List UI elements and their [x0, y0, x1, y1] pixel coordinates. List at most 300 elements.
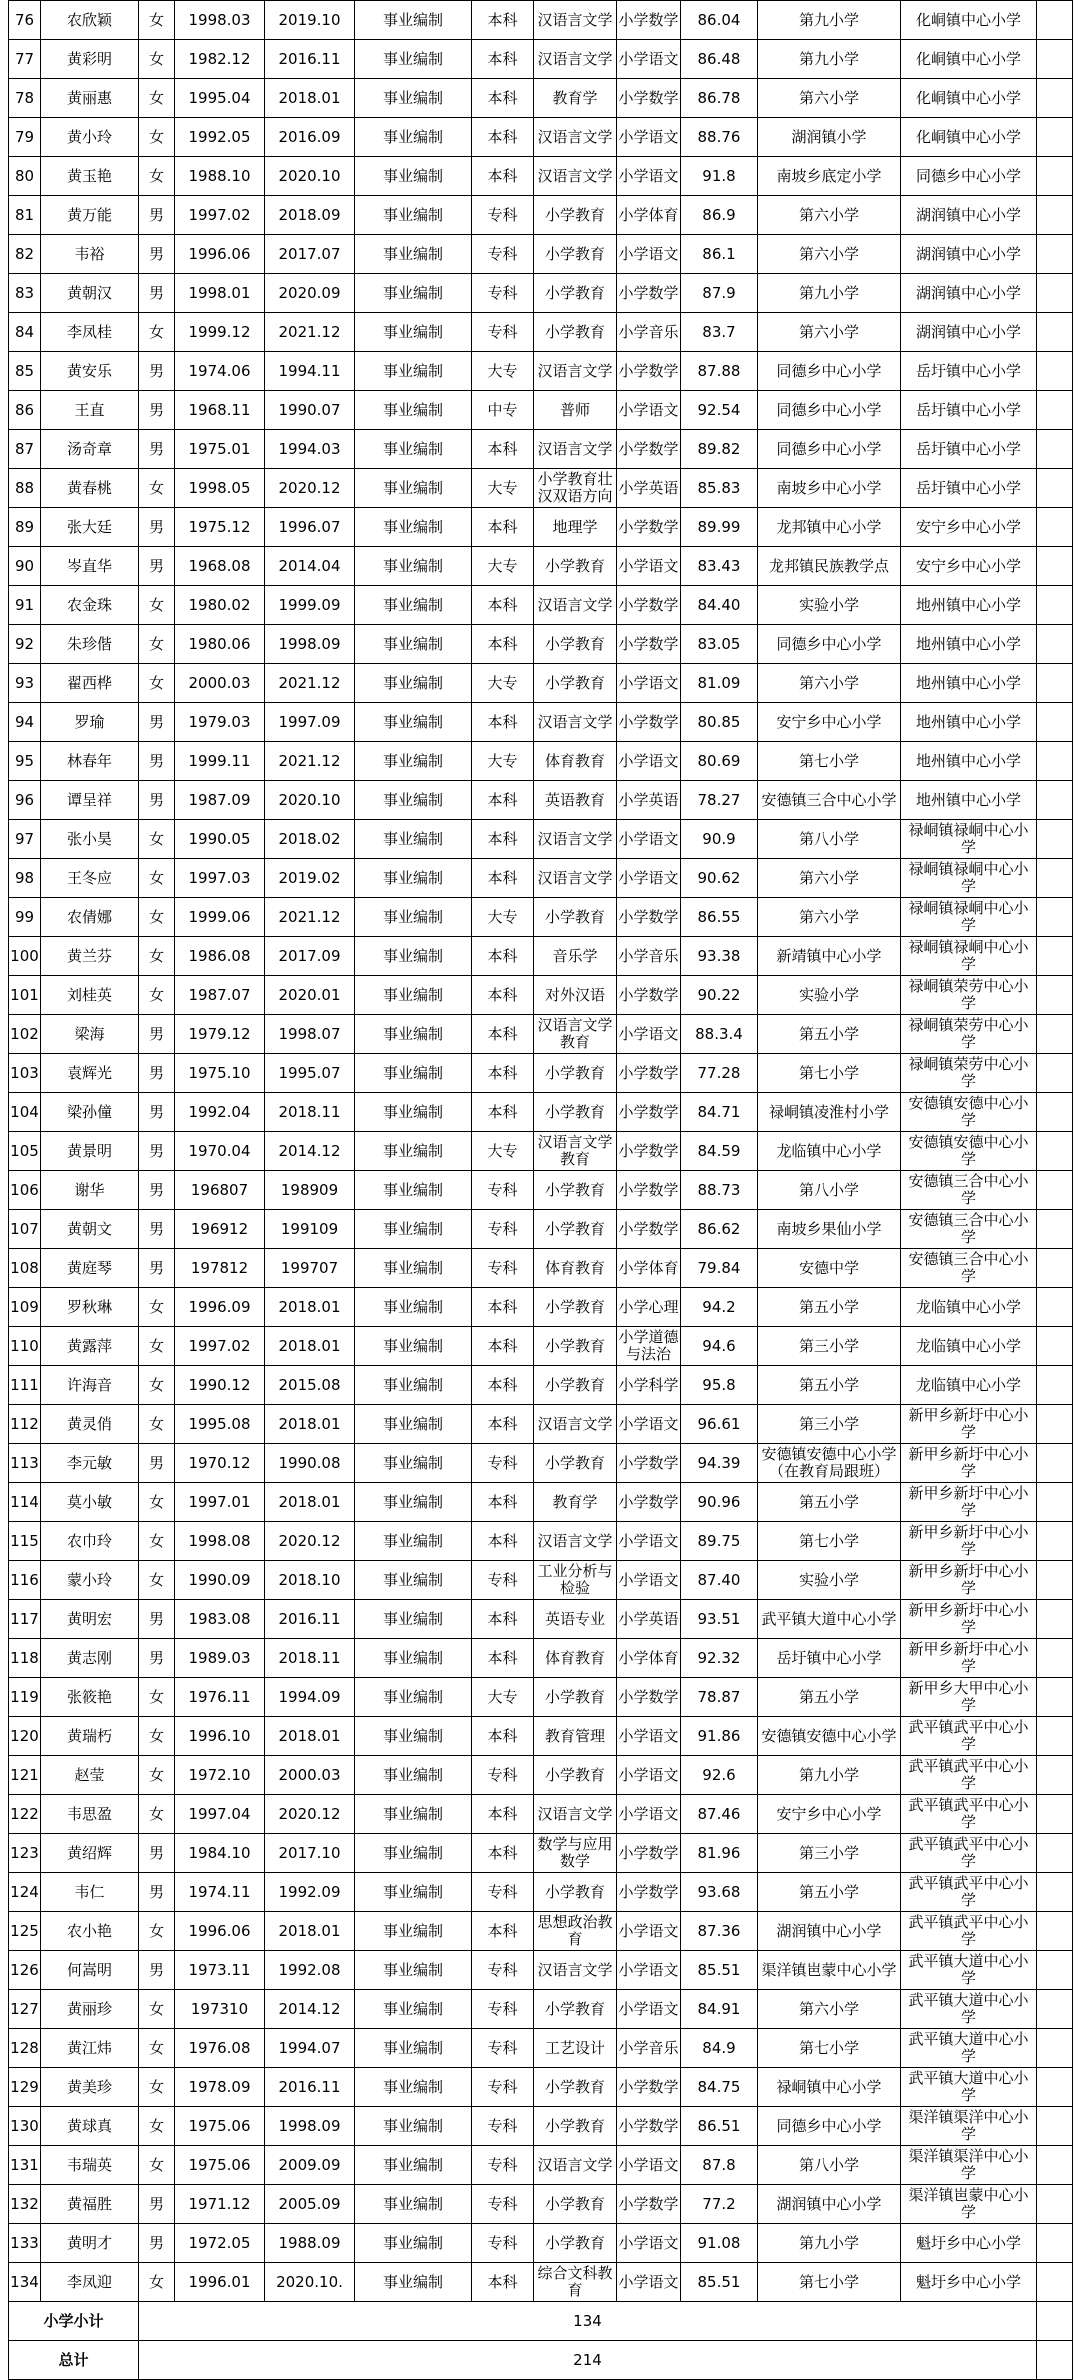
gender-cell: 女 — [139, 1405, 175, 1444]
gender-cell: 男 — [139, 352, 175, 391]
birth-date-cell: 1997.04 — [175, 1795, 265, 1834]
score-cell: 84.40 — [681, 586, 758, 625]
assigned-school-cell: 安德镇安德中心小学 — [901, 1093, 1037, 1132]
birth-date-cell: 1995.08 — [175, 1405, 265, 1444]
original-school-cell: 岳圩镇中心小学 — [758, 1639, 901, 1678]
birth-date-cell: 1982.12 — [175, 40, 265, 79]
row-number-cell: 102 — [9, 1015, 41, 1054]
gender-cell: 女 — [139, 469, 175, 508]
score-cell: 90.22 — [681, 976, 758, 1015]
row-number-cell: 92 — [9, 625, 41, 664]
birth-date-cell: 1998.05 — [175, 469, 265, 508]
blank-cell — [1037, 508, 1073, 547]
score-cell: 87.46 — [681, 1795, 758, 1834]
original-school-cell: 第三小学 — [758, 1405, 901, 1444]
teaching-subject-cell: 小学语文 — [617, 118, 681, 157]
gender-cell: 女 — [139, 1288, 175, 1327]
staff-table — [8, 0, 1073, 2380]
row-number-cell: 107 — [9, 1210, 41, 1249]
birth-date-cell: 1999.11 — [175, 742, 265, 781]
name-cell: 梁海 — [41, 1015, 139, 1054]
blank-cell — [1037, 1249, 1073, 1288]
table-row — [9, 1717, 1073, 1756]
table-row — [9, 1, 1073, 40]
gender-cell: 男 — [139, 235, 175, 274]
work-start-date-cell: 1994.09 — [265, 1678, 355, 1717]
original-school-cell: 第三小学 — [758, 1834, 901, 1873]
blank-cell — [1037, 1405, 1073, 1444]
score-cell: 89.75 — [681, 1522, 758, 1561]
score-cell: 92.54 — [681, 391, 758, 430]
birth-date-cell: 1998.08 — [175, 1522, 265, 1561]
staffing-type-cell: 事业编制 — [355, 2068, 472, 2107]
birth-date-cell: 1999.12 — [175, 313, 265, 352]
assigned-school-cell: 岳圩镇中心小学 — [901, 430, 1037, 469]
assigned-school-cell: 渠洋镇岜蒙中心小学 — [901, 2185, 1037, 2224]
birth-date-cell: 1970.12 — [175, 1444, 265, 1483]
blank-cell — [1037, 2068, 1073, 2107]
name-cell: 朱珍偕 — [41, 625, 139, 664]
name-cell: 黄彩明 — [41, 40, 139, 79]
teaching-subject-cell: 小学数学 — [617, 2107, 681, 2146]
teaching-subject-cell: 小学音乐 — [617, 2029, 681, 2068]
assigned-school-cell: 魁圩乡中心小学 — [901, 2224, 1037, 2263]
education-level-cell: 专科 — [472, 2107, 534, 2146]
work-start-date-cell: 2017.10 — [265, 1834, 355, 1873]
assigned-school-cell: 武平镇大道中心小学 — [901, 1990, 1037, 2029]
staffing-type-cell: 事业编制 — [355, 2029, 472, 2068]
table-row — [9, 1756, 1073, 1795]
teaching-subject-cell: 小学语文 — [617, 1795, 681, 1834]
teaching-subject-cell: 小学数学 — [617, 1834, 681, 1873]
original-school-cell: 第六小学 — [758, 1990, 901, 2029]
name-cell: 罗瑜 — [41, 703, 139, 742]
assigned-school-cell: 新甲乡新圩中心小学 — [901, 1600, 1037, 1639]
blank-cell — [1037, 976, 1073, 1015]
blank-cell — [1037, 820, 1073, 859]
assigned-school-cell: 安德镇三合中心小学 — [901, 1249, 1037, 1288]
education-level-cell: 专科 — [472, 2068, 534, 2107]
row-number-cell: 90 — [9, 547, 41, 586]
staffing-type-cell: 事业编制 — [355, 1093, 472, 1132]
birth-date-cell: 1983.08 — [175, 1600, 265, 1639]
birth-date-cell: 1980.02 — [175, 586, 265, 625]
gender-cell: 女 — [139, 2107, 175, 2146]
blank-cell — [1037, 1600, 1073, 1639]
blank-cell — [1037, 1678, 1073, 1717]
original-school-cell: 龙临镇中心小学 — [758, 1132, 901, 1171]
work-start-date-cell: 2014.12 — [265, 1990, 355, 2029]
work-start-date-cell: 2018.02 — [265, 820, 355, 859]
assigned-school-cell: 安德镇三合中心小学 — [901, 1210, 1037, 1249]
birth-date-cell: 1997.02 — [175, 196, 265, 235]
work-start-date-cell: 2018.01 — [265, 1717, 355, 1756]
name-cell: 黄庭琴 — [41, 1249, 139, 1288]
assigned-school-cell: 龙临镇中心小学 — [901, 1327, 1037, 1366]
staffing-type-cell: 事业编制 — [355, 1327, 472, 1366]
staffing-type-cell: 事业编制 — [355, 820, 472, 859]
name-cell: 韦思盈 — [41, 1795, 139, 1834]
major-cell: 工业分析与检验 — [534, 1561, 617, 1600]
name-cell: 赵莹 — [41, 1756, 139, 1795]
blank-cell — [1037, 664, 1073, 703]
row-number-cell: 118 — [9, 1639, 41, 1678]
score-cell: 94.6 — [681, 1327, 758, 1366]
work-start-date-cell: 2005.09 — [265, 2185, 355, 2224]
row-number-cell: 94 — [9, 703, 41, 742]
work-start-date-cell: 2018.01 — [265, 1288, 355, 1327]
gender-cell: 男 — [139, 274, 175, 313]
row-number-cell: 85 — [9, 352, 41, 391]
row-number-cell: 127 — [9, 1990, 41, 2029]
row-number-cell: 130 — [9, 2107, 41, 2146]
row-number-cell: 77 — [9, 40, 41, 79]
birth-date-cell: 1997.01 — [175, 1483, 265, 1522]
name-cell: 黄安乐 — [41, 352, 139, 391]
work-start-date-cell: 1998.07 — [265, 1015, 355, 1054]
gender-cell: 女 — [139, 2068, 175, 2107]
name-cell: 梁孙僮 — [41, 1093, 139, 1132]
score-cell: 81.09 — [681, 664, 758, 703]
major-cell: 工艺设计 — [534, 2029, 617, 2068]
teaching-subject-cell: 小学语文 — [617, 742, 681, 781]
education-level-cell: 专科 — [472, 1951, 534, 1990]
table-row — [9, 703, 1073, 742]
score-cell: 93.68 — [681, 1873, 758, 1912]
score-cell: 77.28 — [681, 1054, 758, 1093]
major-cell: 体育教育 — [534, 742, 617, 781]
blank-cell — [1037, 1990, 1073, 2029]
teaching-subject-cell: 小学语文 — [617, 1756, 681, 1795]
gender-cell: 男 — [139, 430, 175, 469]
blank-cell — [1037, 196, 1073, 235]
education-level-cell: 本科 — [472, 2263, 534, 2302]
blank-cell — [1037, 235, 1073, 274]
major-cell: 汉语言文学 — [534, 859, 617, 898]
score-cell: 96.61 — [681, 1405, 758, 1444]
gender-cell: 男 — [139, 1132, 175, 1171]
assigned-school-cell: 新甲乡新圩中心小学 — [901, 1483, 1037, 1522]
staffing-type-cell: 事业编制 — [355, 898, 472, 937]
table-row — [9, 586, 1073, 625]
staffing-type-cell: 事业编制 — [355, 1483, 472, 1522]
gender-cell: 女 — [139, 2263, 175, 2302]
birth-date-cell: 1997.02 — [175, 1327, 265, 1366]
major-cell: 小学教育 — [534, 1444, 617, 1483]
row-number-cell: 100 — [9, 937, 41, 976]
row-number-cell: 115 — [9, 1522, 41, 1561]
score-cell: 84.75 — [681, 2068, 758, 2107]
birth-date-cell: 1968.11 — [175, 391, 265, 430]
work-start-date-cell: 2018.01 — [265, 1405, 355, 1444]
name-cell: 李元敏 — [41, 1444, 139, 1483]
name-cell: 黄球真 — [41, 2107, 139, 2146]
education-level-cell: 本科 — [472, 1288, 534, 1327]
birth-date-cell: 1979.03 — [175, 703, 265, 742]
row-number-cell: 83 — [9, 274, 41, 313]
major-cell: 小学教育 — [534, 1990, 617, 2029]
blank-cell — [1037, 1015, 1073, 1054]
row-number-cell: 108 — [9, 1249, 41, 1288]
education-level-cell: 本科 — [472, 1405, 534, 1444]
original-school-cell: 第六小学 — [758, 859, 901, 898]
major-cell: 汉语言文学 — [534, 40, 617, 79]
score-cell: 87.88 — [681, 352, 758, 391]
score-cell: 87.9 — [681, 274, 758, 313]
teaching-subject-cell: 小学数学 — [617, 1678, 681, 1717]
birth-date-cell: 1992.04 — [175, 1093, 265, 1132]
row-number-cell: 111 — [9, 1366, 41, 1405]
staffing-type-cell: 事业编制 — [355, 1600, 472, 1639]
score-cell: 83.05 — [681, 625, 758, 664]
blank-cell — [1037, 2029, 1073, 2068]
work-start-date-cell: 1999.09 — [265, 586, 355, 625]
work-start-date-cell: 2020.12 — [265, 1795, 355, 1834]
table-row — [9, 2146, 1073, 2185]
education-level-cell: 专科 — [472, 2224, 534, 2263]
assigned-school-cell: 湖润镇中心小学 — [901, 235, 1037, 274]
table-row — [9, 1405, 1073, 1444]
education-level-cell: 专科 — [472, 1990, 534, 2029]
subtotal-label: 小学小计 — [9, 2302, 139, 2341]
major-cell: 综合文科教育 — [534, 2263, 617, 2302]
blank-cell — [1037, 1327, 1073, 1366]
gender-cell: 男 — [139, 1015, 175, 1054]
original-school-cell: 第九小学 — [758, 40, 901, 79]
work-start-date-cell: 2017.07 — [265, 235, 355, 274]
table-row — [9, 1444, 1073, 1483]
original-school-cell: 湖润镇中心小学 — [758, 2185, 901, 2224]
teaching-subject-cell: 小学语文 — [617, 2224, 681, 2263]
assigned-school-cell: 新甲乡新圩中心小学 — [901, 1639, 1037, 1678]
original-school-cell: 安德镇安德中心小学 — [758, 1717, 901, 1756]
birth-date-cell: 196912 — [175, 1210, 265, 1249]
staffing-type-cell: 事业编制 — [355, 157, 472, 196]
table-row — [9, 118, 1073, 157]
row-number-cell: 84 — [9, 313, 41, 352]
birth-date-cell: 196807 — [175, 1171, 265, 1210]
score-cell: 94.2 — [681, 1288, 758, 1327]
work-start-date-cell: 1995.07 — [265, 1054, 355, 1093]
blank-cell — [1037, 1054, 1073, 1093]
work-start-date-cell: 2020.10 — [265, 781, 355, 820]
blank-cell — [1037, 352, 1073, 391]
blank-cell — [1037, 313, 1073, 352]
work-start-date-cell: 2020.01 — [265, 976, 355, 1015]
table-row — [9, 469, 1073, 508]
blank-cell — [1037, 547, 1073, 586]
original-school-cell: 第五小学 — [758, 1288, 901, 1327]
work-start-date-cell: 2018.01 — [265, 1912, 355, 1951]
major-cell: 教育学 — [534, 79, 617, 118]
assigned-school-cell: 新甲乡大甲中心小学 — [901, 1678, 1037, 1717]
blank-cell — [1037, 1171, 1073, 1210]
row-number-cell: 124 — [9, 1873, 41, 1912]
score-cell: 86.04 — [681, 1, 758, 40]
original-school-cell: 第五小学 — [758, 1015, 901, 1054]
original-school-cell: 第六小学 — [758, 313, 901, 352]
blank-cell — [1037, 1132, 1073, 1171]
birth-date-cell: 1989.03 — [175, 1639, 265, 1678]
blank-cell — [1037, 118, 1073, 157]
original-school-cell: 第七小学 — [758, 1522, 901, 1561]
major-cell: 汉语言文学 — [534, 430, 617, 469]
table-row — [9, 1210, 1073, 1249]
birth-date-cell: 1996.10 — [175, 1717, 265, 1756]
work-start-date-cell: 1992.09 — [265, 1873, 355, 1912]
original-school-cell: 湖润镇中心小学 — [758, 1912, 901, 1951]
row-number-cell: 119 — [9, 1678, 41, 1717]
education-level-cell: 大专 — [472, 1678, 534, 1717]
blank-cell — [1037, 1912, 1073, 1951]
total-label: 总计 — [9, 2341, 139, 2380]
table-row — [9, 352, 1073, 391]
work-start-date-cell: 1996.07 — [265, 508, 355, 547]
education-level-cell: 本科 — [472, 625, 534, 664]
assigned-school-cell: 武平镇武平中心小学 — [901, 1873, 1037, 1912]
row-number-cell: 88 — [9, 469, 41, 508]
teaching-subject-cell: 小学体育 — [617, 1249, 681, 1288]
name-cell: 谢华 — [41, 1171, 139, 1210]
gender-cell: 男 — [139, 1210, 175, 1249]
name-cell: 林春年 — [41, 742, 139, 781]
teaching-subject-cell: 小学数学 — [617, 274, 681, 313]
teaching-subject-cell: 小学音乐 — [617, 313, 681, 352]
education-level-cell: 本科 — [472, 937, 534, 976]
major-cell: 小学教育 — [534, 1366, 617, 1405]
major-cell: 小学教育 — [534, 1171, 617, 1210]
assigned-school-cell: 新甲乡新圩中心小学 — [901, 1405, 1037, 1444]
education-level-cell: 专科 — [472, 235, 534, 274]
teaching-subject-cell: 小学数学 — [617, 508, 681, 547]
original-school-cell: 第六小学 — [758, 79, 901, 118]
staffing-type-cell: 事业编制 — [355, 1405, 472, 1444]
name-cell: 袁辉光 — [41, 1054, 139, 1093]
row-number-cell: 87 — [9, 430, 41, 469]
work-start-date-cell: 199707 — [265, 1249, 355, 1288]
gender-cell: 男 — [139, 391, 175, 430]
blank-cell — [1037, 898, 1073, 937]
work-start-date-cell: 2018.09 — [265, 196, 355, 235]
score-cell: 85.83 — [681, 469, 758, 508]
name-cell: 韦裕 — [41, 235, 139, 274]
assigned-school-cell: 禄峒镇荣劳中心小学 — [901, 1054, 1037, 1093]
score-cell: 87.36 — [681, 1912, 758, 1951]
score-cell: 86.55 — [681, 898, 758, 937]
teaching-subject-cell: 小学道德与法治 — [617, 1327, 681, 1366]
table-row — [9, 1600, 1073, 1639]
table-row — [9, 40, 1073, 79]
teaching-subject-cell: 小学语文 — [617, 1990, 681, 2029]
education-level-cell: 本科 — [472, 1522, 534, 1561]
gender-cell: 女 — [139, 1522, 175, 1561]
row-number-cell: 97 — [9, 820, 41, 859]
gender-cell: 女 — [139, 664, 175, 703]
score-cell: 78.87 — [681, 1678, 758, 1717]
blank-cell — [1037, 1717, 1073, 1756]
gender-cell: 女 — [139, 1366, 175, 1405]
name-cell: 黄绍辉 — [41, 1834, 139, 1873]
score-cell: 86.48 — [681, 40, 758, 79]
major-cell: 小学教育 — [534, 2185, 617, 2224]
score-cell: 92.6 — [681, 1756, 758, 1795]
table-row — [9, 664, 1073, 703]
original-school-cell: 新靖镇中心小学 — [758, 937, 901, 976]
major-cell: 英语教育 — [534, 781, 617, 820]
name-cell: 黄明才 — [41, 2224, 139, 2263]
assigned-school-cell: 禄峒镇荣劳中心小学 — [901, 976, 1037, 1015]
education-level-cell: 中专 — [472, 391, 534, 430]
education-level-cell: 专科 — [472, 2029, 534, 2068]
table-row — [9, 1288, 1073, 1327]
birth-date-cell: 1996.06 — [175, 235, 265, 274]
birth-date-cell: 1979.12 — [175, 1015, 265, 1054]
work-start-date-cell: 1998.09 — [265, 2107, 355, 2146]
assigned-school-cell: 地州镇中心小学 — [901, 742, 1037, 781]
staffing-type-cell: 事业编制 — [355, 937, 472, 976]
original-school-cell: 第六小学 — [758, 664, 901, 703]
staffing-type-cell: 事业编制 — [355, 1756, 472, 1795]
gender-cell: 男 — [139, 2185, 175, 2224]
major-cell: 对外汉语 — [534, 976, 617, 1015]
score-cell: 91.86 — [681, 1717, 758, 1756]
gender-cell: 女 — [139, 1912, 175, 1951]
assigned-school-cell: 岳圩镇中心小学 — [901, 469, 1037, 508]
staffing-type-cell: 事业编制 — [355, 1795, 472, 1834]
staffing-type-cell: 事业编制 — [355, 1678, 472, 1717]
education-level-cell: 专科 — [472, 2185, 534, 2224]
blank-cell — [1037, 2263, 1073, 2302]
education-level-cell: 大专 — [472, 742, 534, 781]
blank-cell — [1037, 2107, 1073, 2146]
teaching-subject-cell: 小学体育 — [617, 196, 681, 235]
assigned-school-cell: 武平镇武平中心小学 — [901, 1756, 1037, 1795]
assigned-school-cell: 化峒镇中心小学 — [901, 1, 1037, 40]
blank-cell — [1037, 1834, 1073, 1873]
row-number-cell: 112 — [9, 1405, 41, 1444]
birth-date-cell: 1998.03 — [175, 1, 265, 40]
table-row — [9, 820, 1073, 859]
blank-cell — [1037, 742, 1073, 781]
score-cell: 91.08 — [681, 2224, 758, 2263]
assigned-school-cell: 岳圩镇中心小学 — [901, 391, 1037, 430]
education-level-cell: 大专 — [472, 664, 534, 703]
teaching-subject-cell: 小学语文 — [617, 1561, 681, 1600]
table-row — [9, 391, 1073, 430]
staffing-type-cell: 事业编制 — [355, 274, 472, 313]
table-row — [9, 430, 1073, 469]
name-cell: 谭呈祥 — [41, 781, 139, 820]
work-start-date-cell: 1988.09 — [265, 2224, 355, 2263]
major-cell: 汉语言文学 — [534, 586, 617, 625]
original-school-cell: 第九小学 — [758, 1756, 901, 1795]
gender-cell: 女 — [139, 976, 175, 1015]
staffing-type-cell: 事业编制 — [355, 79, 472, 118]
education-level-cell: 大专 — [472, 547, 534, 586]
major-cell: 汉语言文学 — [534, 1522, 617, 1561]
education-level-cell: 本科 — [472, 1327, 534, 1366]
teaching-subject-cell: 小学语文 — [617, 1951, 681, 1990]
original-school-cell: 南坡乡底定小学 — [758, 157, 901, 196]
name-cell: 王直 — [41, 391, 139, 430]
blank-cell — [1037, 2224, 1073, 2263]
score-cell: 80.69 — [681, 742, 758, 781]
work-start-date-cell: 2016.11 — [265, 40, 355, 79]
education-level-cell: 专科 — [472, 196, 534, 235]
original-school-cell: 第八小学 — [758, 1171, 901, 1210]
table-row — [9, 313, 1073, 352]
table-row — [9, 1873, 1073, 1912]
